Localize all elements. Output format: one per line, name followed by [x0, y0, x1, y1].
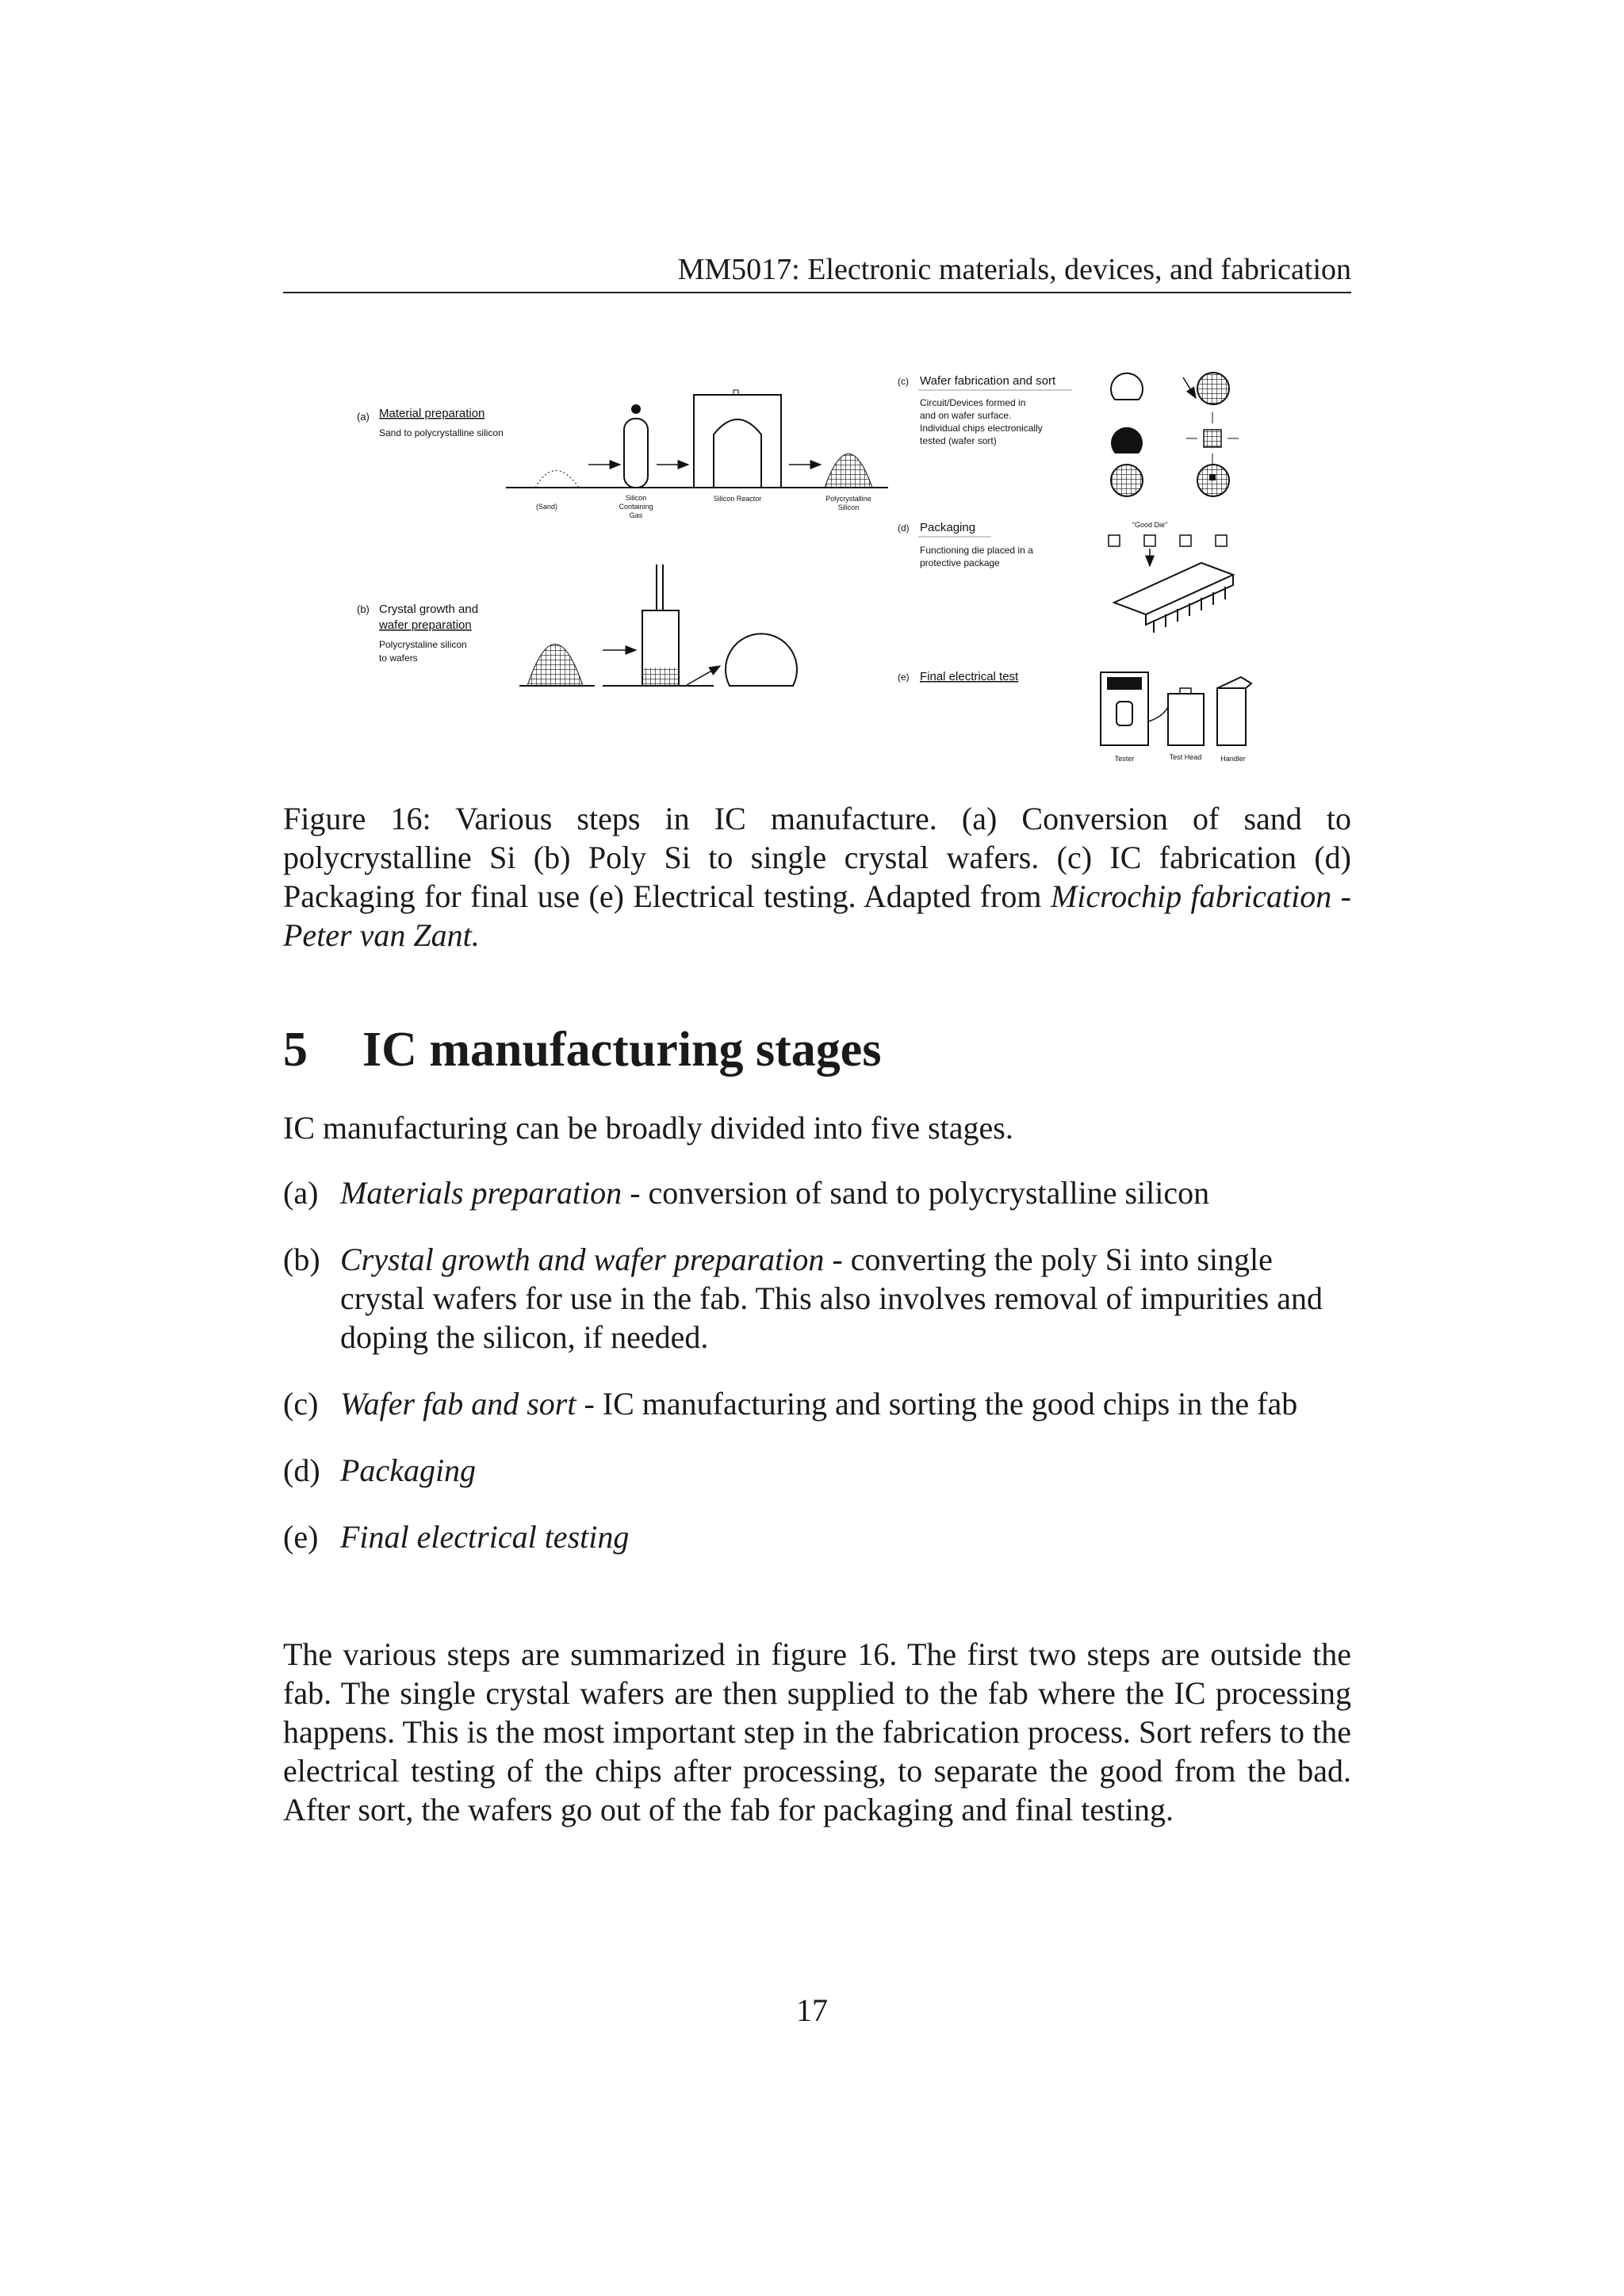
panel-c-title: Wafer fabrication and sort: [920, 374, 1056, 388]
test-head-icon: [1168, 694, 1204, 745]
panel-a-desc: Sand to polycrystalline silicon: [379, 427, 504, 438]
svg-text:Silicon: Silicon: [837, 503, 860, 511]
svg-text:Functioning die placed in a: Functioning die placed in a: [920, 545, 1033, 556]
caption-text: Figure 16: Various steps in IC manufacture. (a) Conversion of sand to polycrystalline Si (b) Poly Si to single crystal wafers. (c) IC fabrication (d) Packaging for final use (e) Electrical testing. Adapted from: [283, 801, 1351, 914]
panel-d-title: Packaging: [920, 521, 976, 534]
stage-item: (b) Crystal growth and wafer preparation - converting the poly Si into single crystal wafers for use in the fab. This also involves removal of impurities and doping the silicon, if needed.: [283, 1242, 1323, 1355]
page-number: 17: [796, 1992, 828, 2028]
probed-wafer-icon: [1197, 373, 1229, 404]
stage-name: Crystal growth and wafer preparation: [340, 1242, 825, 1277]
panel-b-title-2: wafer preparation: [379, 618, 472, 632]
silicon-reactor-icon: [694, 395, 781, 488]
stage-item: (a) Materials preparation - conversion of sand to polycrystalline silicon: [283, 1175, 1210, 1211]
caption-source: Microchip fabrication - Peter van Zant.: [283, 878, 1351, 953]
gas-cylinder-icon: [624, 419, 648, 488]
svg-text:and on wafer surface.: and on wafer surface.: [920, 410, 1012, 421]
summary-paragraph: The various steps are summarized in figure 16. The first two steps are outside the fab. The single crystal wafers are then supplied to the fab where the IC processing happens. This is the most important step in the fabrication process. Sort refers to the electrical testing of the chips after processing, to separate the good from the bad. After sort, the wafers go out of the fab for packaging and final testing.: [283, 1636, 1351, 1827]
svg-text:protective package: protective package: [920, 557, 1000, 568]
stage-item: (c) Wafer fab and sort - IC manufacturing and sorting the good chips in the fab: [283, 1386, 1298, 1422]
poly-silicon-pile-icon: [825, 454, 872, 488]
die-icon: [1180, 535, 1191, 546]
svg-text:Silicon: Silicon: [625, 494, 647, 502]
stage-name: Packaging: [340, 1452, 477, 1488]
stage-desc: - converting the poly Si into single crystal wafers for use in the fab. This also involves removal of impurities and doping the silicon, if needed.: [340, 1242, 1323, 1355]
stage-item: (e) Final electrical testing: [283, 1519, 630, 1555]
poly-silicon-chunks-icon: [527, 645, 583, 687]
stages-list: [283, 1173, 1351, 1584]
patterned-wafer-icon: [1111, 465, 1143, 496]
stage-name: Materials preparation: [340, 1175, 622, 1211]
running-header: MM5017: Electronic materials, devices, and fabrication: [283, 247, 1351, 293]
sand-label: (Sand): [536, 503, 558, 511]
panel-a: [357, 390, 888, 519]
svg-text:to wafers: to wafers: [379, 652, 418, 664]
panel-e-label: (e): [898, 672, 910, 683]
stage-name: Wafer fab and sort: [340, 1386, 576, 1422]
panel-b: [357, 564, 797, 686]
die-icon: [1109, 535, 1120, 546]
svg-text:Individual chips electronicall: Individual chips electronically: [920, 423, 1043, 434]
stage-desc: - conversion of sand to polycrystalline silicon: [622, 1175, 1210, 1211]
svg-text:Tester: Tester: [1114, 755, 1135, 763]
wafer-icon: [726, 633, 797, 686]
handler-icon: [1217, 688, 1246, 745]
stage-desc: - IC manufacturing and sorting the good chips in the fab: [576, 1386, 1298, 1422]
panel-c: [898, 373, 1239, 496]
sand-pile-icon: [535, 471, 579, 488]
intro-paragraph: IC manufacturing can be broadly divided into five stages.: [283, 1110, 1013, 1146]
dip-package-icon: [1114, 563, 1233, 614]
panel-c-label: (c): [898, 376, 909, 387]
panel-b-label: (b): [357, 603, 370, 615]
die-inspection-icon: [1204, 430, 1221, 447]
svg-text:Silicon Reactor: Silicon Reactor: [713, 495, 762, 503]
die-icon: [1216, 535, 1227, 546]
panel-e-title: Final electrical test: [920, 670, 1019, 683]
figure-caption: [283, 799, 1351, 955]
section-heading: [283, 1018, 881, 1081]
ic-manufacture-figure: [341, 365, 1324, 777]
svg-text:Circuit/Devices formed in: Circuit/Devices formed in: [920, 397, 1026, 408]
svg-text:Containing: Containing: [619, 503, 653, 511]
panel-e: [898, 670, 1251, 763]
good-die-icon: [1144, 535, 1155, 546]
svg-text:Polycrystaline silicon: Polycrystaline silicon: [379, 639, 467, 650]
blank-wafer-icon: [1111, 373, 1143, 400]
svg-text:Polycrystalline: Polycrystalline: [825, 495, 871, 503]
stage-name: Final electrical testing: [340, 1519, 630, 1555]
svg-text:Test Head: Test Head: [1169, 753, 1202, 761]
section-number: 5: [283, 1023, 308, 1077]
section-title: IC manufacturing stages: [362, 1023, 882, 1077]
svg-text:Handler: Handler: [1220, 755, 1246, 763]
panel-b-title-1: Crystal growth and: [379, 603, 479, 616]
good-die-label: "Good Die": [1132, 521, 1168, 529]
panel-d: [898, 521, 1233, 633]
stage-item: (d) Packaging: [283, 1452, 477, 1488]
svg-text:Gas: Gas: [629, 511, 643, 519]
coated-wafer-icon: [1111, 427, 1143, 453]
svg-text:tested (wafer sort): tested (wafer sort): [920, 435, 997, 446]
panel-a-label: (a): [357, 411, 370, 423]
panel-d-label: (d): [898, 522, 910, 534]
panel-a-title: Material preparation: [379, 407, 485, 420]
